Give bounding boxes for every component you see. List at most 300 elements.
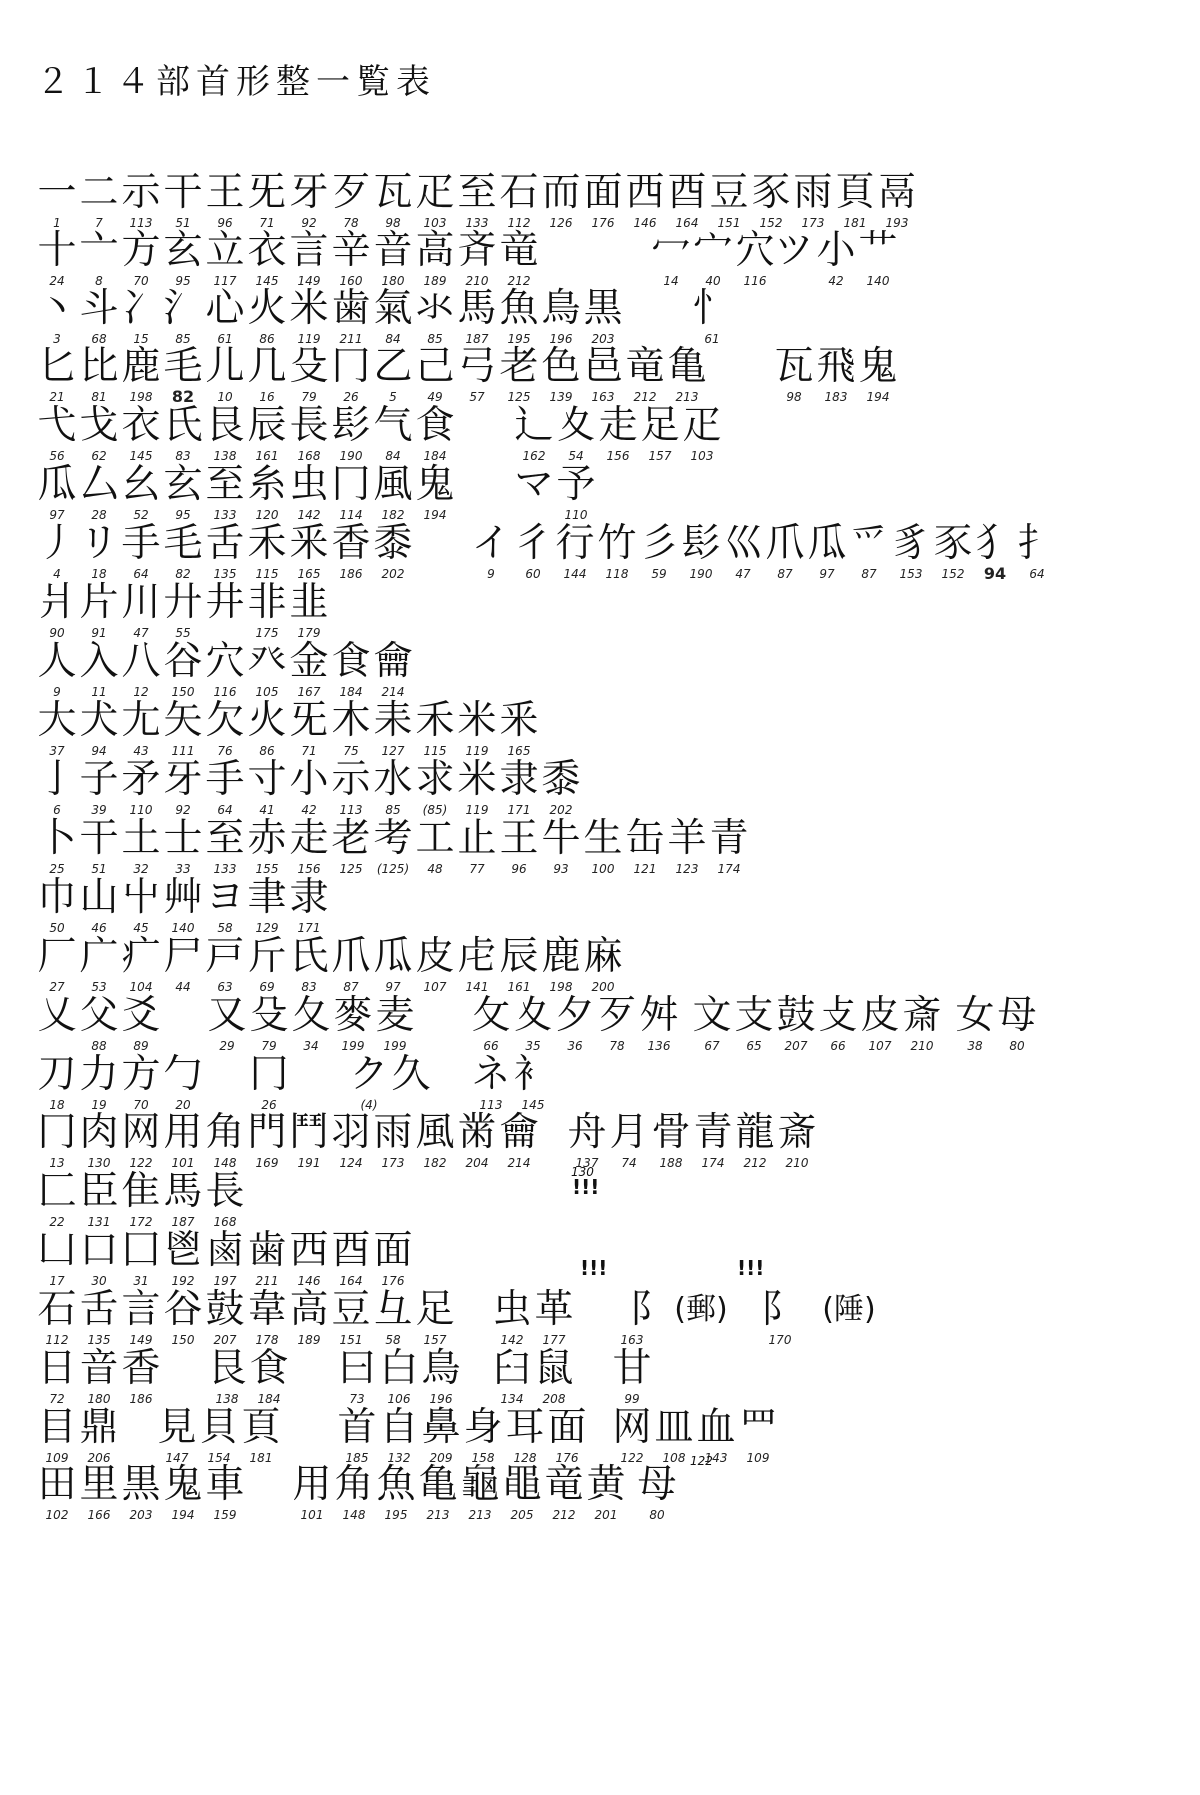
radical-group [36,403,456,463]
radical-glyph: 巛 [723,521,763,566]
radical-glyph: 儿 [205,344,245,389]
radical-number: 42 [828,274,844,288]
radical-cell [36,1346,78,1406]
radical-cell [776,1110,818,1170]
radical-number: 185 [345,1451,369,1465]
radical-number: 95 [175,274,191,288]
radical-cell [498,286,540,346]
radical-cell [330,1228,372,1288]
radical-glyph: 走 [289,816,329,861]
radical-number: 121 [633,862,657,876]
radical-row [36,1052,1164,1116]
radical-cell [456,934,498,994]
radical-row [36,1346,1164,1410]
radical-number: 90 [49,626,65,640]
radical-number: 151 [339,1333,363,1347]
radical-number: 170 [768,1333,792,1347]
radical-cell [162,462,204,522]
radical-cell [162,1462,204,1522]
radical-group [36,286,624,346]
radical-cell [414,462,456,522]
radical-glyph: 舌 [79,1287,119,1332]
radical-number: 87 [343,980,359,994]
radical-number: 64 [217,803,233,817]
radical-row [36,1110,1164,1174]
radical-glyph: 艹 [858,228,898,273]
radical-glyph: 目 [37,1405,77,1450]
radical-glyph: 虫 [289,462,329,507]
radical-cell [372,521,414,581]
radical-glyph: 馬 [163,1169,203,1214]
radical-number: 190 [689,567,713,581]
radical-glyph: 釆 [499,698,539,743]
radical-glyph: (郵) [674,1292,728,1327]
radical-number: 145 [255,274,279,288]
radical-group [491,1287,575,1347]
radical-glyph: 氏 [289,934,329,979]
radical-glyph: 角 [205,1110,245,1155]
radical-cell [540,170,582,230]
radical-cell [653,1287,749,1347]
radical-row [36,228,1164,292]
radical-cell [246,934,288,994]
radical-glyph: 山 [79,875,119,920]
radical-number: 113 [129,216,153,230]
radical-group [348,1052,432,1112]
radical-group [691,286,733,346]
radical-number: 51 [91,862,107,876]
radical-cell [608,1110,650,1170]
radical-cell [372,286,414,346]
radical-cell [204,286,246,346]
radical-cell [120,170,162,230]
radical-number: 58 [217,921,233,935]
radical-number: 80 [1009,1039,1025,1053]
radical-number: 161 [255,449,279,463]
radical-cell [954,993,996,1053]
radical-number: 21 [49,390,65,404]
radical-number: 142 [500,1333,524,1347]
exclamation-mark: !!! [572,1175,600,1199]
radical-glyph: 大 [37,698,77,743]
radical-glyph: ヨ [205,875,245,920]
radical-number: 184 [257,1392,281,1406]
radical-number: 87 [777,567,793,581]
radical-glyph: 自 [379,1405,419,1450]
radical-number: 9 [487,567,495,581]
radical-number: 104 [129,980,153,994]
radical-number: 129 [255,921,279,935]
radical-glyph: 鼓 [776,993,816,1038]
radical-cell [120,344,162,404]
radical-cell [417,1462,459,1522]
radical-cell [78,816,120,876]
radical-number: 171 [507,803,531,817]
radical-glyph: 丶 [37,286,77,331]
radical-cell [582,344,624,404]
radical-number: 164 [675,216,699,230]
radical-number: 98 [786,390,802,404]
radical-group [470,521,1058,581]
radical-number: 59 [651,567,667,581]
radical-number: 139 [549,390,573,404]
radical-cell [330,757,372,817]
radical-number: 130 [87,1156,111,1170]
radical-cell [162,1110,204,1170]
radical-number: 103 [423,216,447,230]
radical-cell [162,286,204,346]
radical-cell [78,1110,120,1170]
radical-row [36,170,1164,234]
radical-cell [162,344,204,404]
radical-row [36,757,1164,821]
radical-glyph: 鬲 [877,170,917,215]
radical-number: 36 [567,1039,583,1053]
sub-number-130: 130 [571,1165,594,1179]
radical-glyph: 巾 [37,875,77,920]
radical-glyph: 乂 [37,993,77,1038]
radical-glyph: 青 [709,816,749,861]
radical-cell [78,1346,120,1406]
exclamation-mark: !!! [580,1256,608,1280]
radical-glyph: 谷 [163,639,203,684]
radical-glyph: 艮 [205,403,245,448]
radical-number: 156 [297,862,321,876]
radical-group [611,1287,749,1347]
radical-cell [815,344,857,404]
radical-number: 194 [866,390,890,404]
radical-glyph: 旡 [247,170,287,215]
radical-number: 174 [701,1156,725,1170]
radical-glyph: 而 [541,170,581,215]
radical-number: 108 [662,1451,686,1465]
radical-cell [36,1462,78,1522]
radical-cell [36,580,78,640]
radical-cell [333,1462,375,1522]
radical-cell [78,875,120,935]
radical-cell [120,1462,162,1522]
radical-glyph: 女 [955,993,995,1038]
radical-glyph: 歯 [331,286,371,331]
radical-cell [198,1405,240,1465]
radical-group [513,403,723,463]
radical-glyph: 韭 [289,580,329,625]
radical-cell [498,228,540,288]
radical-cell [162,1169,204,1229]
radical-number: 28 [91,508,107,522]
radical-number: 10 [217,390,233,404]
radical-cell [204,1287,246,1347]
radical-cell [36,403,78,463]
radical-number: (85) [422,803,448,817]
radical-number: 118 [605,567,629,581]
radical-cell [330,170,372,230]
radical-number: 116 [743,274,767,288]
radical-glyph: 己 [415,344,455,389]
radical-cell [162,934,204,994]
radical-number: 132 [387,1451,411,1465]
radical-number: 84 [385,449,401,463]
radical-group [36,1405,120,1465]
radical-number: 133 [213,862,237,876]
radical-number: 209 [429,1451,453,1465]
radical-cell [204,1228,246,1288]
radical-group [36,1169,246,1229]
radical-cell [372,1228,414,1288]
radical-glyph: 水 [373,757,413,802]
radical-number: 112 [507,216,531,230]
radical-number: 65 [746,1039,762,1053]
exclamation-mark: !!! [737,1256,765,1280]
radical-cell [36,228,78,288]
radical-glyph: 豸 [891,521,931,566]
radical-glyph: 缶 [625,816,665,861]
radical-glyph: 口 [79,1228,119,1273]
radical-glyph: 方 [121,1052,161,1097]
radical-number: 40 [705,274,721,288]
radical-group [36,1110,540,1170]
radical-number: 173 [801,216,825,230]
radical-cell [204,521,246,581]
radical-number: 79 [301,390,317,404]
radical-row [36,286,1164,350]
radical-glyph: 疋 [682,403,722,448]
radical-glyph: 鼓 [205,1287,245,1332]
radical-number: 72 [49,1392,65,1406]
radical-number: 208 [542,1392,566,1406]
radical-cell [554,521,596,581]
radical-glyph: 斗 [79,286,119,331]
radical-cell [372,1110,414,1170]
radical-number: 60 [525,567,541,581]
radical-cell [162,403,204,463]
radical-glyph: 幺 [121,462,161,507]
radical-cell [330,639,372,699]
radical-number: 128 [513,1451,537,1465]
radical-number: 182 [381,508,405,522]
radical-cell [78,993,120,1053]
radical-glyph: 釆 [289,521,329,566]
radical-row [36,580,1164,644]
radical-glyph: 音 [79,1346,119,1391]
radical-cell [498,934,540,994]
radical-number: 70 [133,274,149,288]
radical-glyph: 長 [289,403,329,448]
radical-cell [120,228,162,288]
radical-cell [120,580,162,640]
radical-number: 19 [91,1098,107,1112]
radical-cell [288,286,330,346]
radical-number: 133 [213,508,237,522]
radical-number: 156 [606,449,630,463]
radical-cell [204,1462,246,1522]
radical-number: 194 [423,508,447,522]
radical-glyph: 瓜 [37,462,77,507]
radical-cell [491,1346,533,1406]
radical-cell [162,1052,204,1112]
radical-cell [498,816,540,876]
radical-glyph: 耒 [373,698,413,743]
radical-group [36,462,456,522]
radical-number: 187 [171,1215,195,1229]
radical-glyph: 丿 [37,521,77,566]
radical-number: 107 [423,980,447,994]
radical-glyph: 足 [640,403,680,448]
radical-number: 205 [510,1508,534,1522]
radical-glyph: 氣 [373,286,413,331]
radical-cell [624,816,666,876]
radical-glyph: 矢 [163,698,203,743]
radical-number: 195 [384,1508,408,1522]
radical-glyph: 片 [79,580,119,625]
radical-glyph: 寸 [247,757,287,802]
radical-glyph: 爿 [37,580,77,625]
radical-cell [653,1405,695,1465]
radical-cell [680,521,722,581]
radical-cell [817,993,859,1053]
radical-row [36,344,1164,408]
radical-cell [650,228,692,288]
radical-glyph: 殳 [289,344,329,389]
radical-cell [78,1462,120,1522]
radical-number: 165 [297,567,321,581]
radical-number: 50 [49,921,65,935]
radical-number: 32 [133,862,149,876]
radical-number: 4 [53,567,61,581]
radical-row [36,1287,1164,1351]
radical-number: 143 [704,1451,728,1465]
radical-cell [582,816,624,876]
radical-glyph: 食 [249,1346,289,1391]
radical-glyph: 用 [163,1110,203,1155]
radical-glyph: 攴 [818,993,858,1038]
radical-glyph: 甘 [612,1346,652,1391]
radical-glyph: 冫 [121,286,161,331]
radical-glyph: 飛 [816,344,856,389]
radical-cell [414,286,456,346]
radical-cell [597,403,639,463]
radical-number: 35 [525,1039,541,1053]
radical-cell [36,1228,78,1288]
radical-number: 86 [259,744,275,758]
radical-glyph: 皮 [860,993,900,1038]
radical-glyph: 鬼 [415,462,455,507]
radical-glyph: 穴 [205,639,245,684]
radical-number: 56 [49,449,65,463]
radical-cell [638,993,680,1053]
radical-number: 207 [213,1333,237,1347]
radical-cell [78,1228,120,1288]
radical-glyph: 首 [337,1405,377,1450]
radical-glyph: 八 [121,639,161,684]
radical-row [36,698,1164,762]
radical-glyph: 鬥 [289,1110,329,1155]
radical-glyph: 网 [121,1110,161,1155]
radical-glyph: 虍 [457,934,497,979]
radical-glyph: 井 [205,580,245,625]
radical-number: 39 [91,803,107,817]
radical-glyph: 走 [598,403,638,448]
radical-number: 200 [591,980,615,994]
radical-number: 105 [255,685,279,699]
radical-glyph: 黍 [373,521,413,566]
radical-cell [857,344,899,404]
radical-glyph: 至 [205,816,245,861]
radical-cell [204,757,246,817]
radical-number: 89 [133,1039,149,1053]
radical-number: 7 [95,216,103,230]
radical-cell [462,1405,504,1465]
radical-cell [611,1346,653,1406]
radical-number: 78 [343,216,359,230]
radical-glyph: 長 [205,1169,245,1214]
radical-cell [733,993,775,1053]
radical-cell [246,875,288,935]
radical-number: 212 [507,274,531,288]
radical-group [36,1462,246,1522]
radical-glyph: 面 [373,1228,413,1273]
radical-cell [78,521,120,581]
radical-row [36,1462,1164,1526]
radical-cell [162,757,204,817]
radical-glyph: 豕 [751,170,791,215]
radical-number: 148 [213,1156,237,1170]
radical-number: 47 [133,626,149,640]
radical-cell [36,816,78,876]
radical-cell [330,462,372,522]
radical-glyph: 米 [457,757,497,802]
radical-number: 191 [297,1156,321,1170]
radical-cell [650,1110,692,1170]
radical-glyph: 肉 [79,1110,119,1155]
radical-cell [801,1287,897,1347]
radical-glyph: 人 [37,639,77,684]
radical-glyph: 癶 [247,639,287,684]
radical-cell [78,170,120,230]
radical-number: 31 [133,1274,149,1288]
radical-glyph: 立 [205,228,245,273]
radical-glyph: 一 [37,170,77,215]
radical-glyph: 雨 [373,1110,413,1155]
radical-glyph: 日 [37,1346,77,1391]
radical-cell [246,462,288,522]
radical-number: 152 [941,567,965,581]
radical-number: 85 [175,332,191,346]
radical-number: 174 [717,862,741,876]
radical-number: 180 [87,1392,111,1406]
radical-glyph: 髟 [681,521,721,566]
radical-number: 166 [87,1508,111,1522]
radical-cell [378,1346,420,1406]
radical-glyph: 角 [334,1462,374,1507]
radical-number: 34 [303,1039,319,1053]
radical-glyph: 玄 [163,462,203,507]
radical-cell [246,698,288,758]
radical-glyph: 母 [637,1462,677,1507]
radical-group [491,1346,575,1406]
radical-cell [378,1405,420,1465]
radical-glyph: 竹 [597,521,637,566]
radical-number: 196 [429,1392,453,1406]
radical-glyph: 戈 [79,403,119,448]
radical-number: 183 [824,390,848,404]
radical-number: 198 [129,390,153,404]
radical-cell [248,1052,290,1112]
radical-cell [834,170,876,230]
radical-cell [996,993,1038,1053]
radical-number: 53 [91,980,107,994]
radical-group [36,170,918,230]
